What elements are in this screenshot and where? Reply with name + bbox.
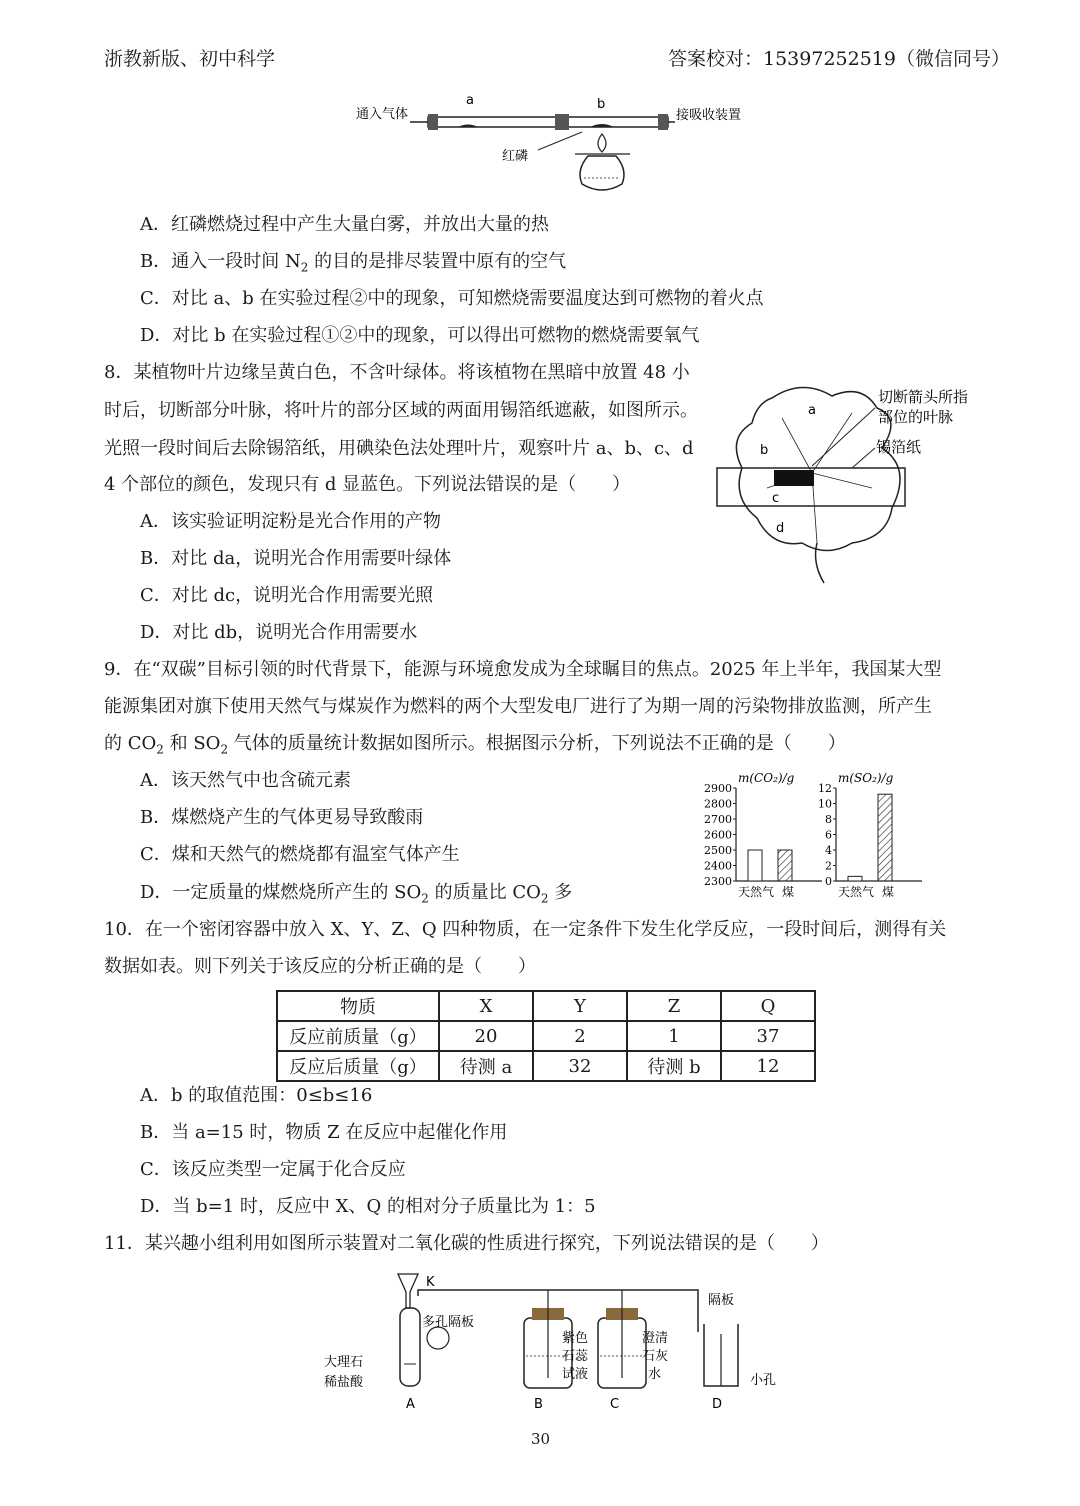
table-header-cell: X bbox=[439, 991, 533, 1021]
combustion-apparatus-figure bbox=[350, 92, 770, 202]
co2-chart-title: m(CO₂)/g bbox=[738, 771, 795, 785]
table-cell: 20 bbox=[439, 1021, 533, 1051]
so2-chart bbox=[820, 768, 950, 900]
table-header-cell: Q bbox=[721, 991, 815, 1021]
so2-chart-title: m(SO₂)/g bbox=[838, 771, 894, 785]
header-right: 答案校对：15397252519（微信同号） bbox=[668, 48, 1010, 70]
y-tick-label: 8 bbox=[825, 813, 832, 826]
table-cell: 32 bbox=[533, 1051, 627, 1081]
y-tick-label: 2900 bbox=[704, 782, 732, 795]
q8-stem-line-2: 时后，切断部分叶脉，将叶片的部分区域的两面用锡箔纸遮蔽，如图所示。 bbox=[104, 400, 698, 421]
leaf-foil-label: 锡箔纸 bbox=[876, 438, 922, 456]
y-tick-label: 2300 bbox=[704, 875, 732, 888]
q9-option-c: C．煤和天然气的燃烧都有温室气体产生 bbox=[140, 844, 460, 865]
table-header-cell: Y bbox=[533, 991, 627, 1021]
page-number: 30 bbox=[531, 1430, 551, 1448]
y-tick-label: 10 bbox=[818, 797, 832, 811]
q7-option-d: D．对比 b 在实验过程①②中的现象，可以得出可燃物的燃烧需要氧气 bbox=[140, 325, 700, 346]
q8-option-d: D．对比 db，说明光合作用需要水 bbox=[140, 622, 418, 643]
q8-stem-line-3: 光照一段时间后去除锡箔纸，用碘染色法处理叶片，观察叶片 a、b、c、d bbox=[104, 438, 694, 459]
table-cell: 1 bbox=[627, 1021, 721, 1051]
q7-option-a: A．红磷燃烧过程中产生大量白雾，并放出大量的热 bbox=[140, 214, 549, 235]
q7-option-b: B．通入一段时间 $N_2$ 的目的是排尽装置中原有的空气 bbox=[140, 251, 567, 275]
q9-option-b: B．煤燃烧产生的气体更易导致酸雨 bbox=[140, 807, 424, 828]
fig7-point-b: b bbox=[597, 97, 606, 112]
q10-option-c: C．该反应类型一定属于化合反应 bbox=[140, 1159, 406, 1180]
litmus-label-1: 紫色 bbox=[562, 1331, 589, 1346]
co2-chart-cat-0: 天然气 bbox=[738, 885, 775, 899]
table-cell: 待测 b bbox=[627, 1051, 721, 1081]
table-header-cell: Z bbox=[627, 991, 721, 1021]
q9-stem-line-3: 的 $CO_2$ 和 $SO_2$ 气体的质量统计数据如图所示。根据图示分析，下列说法不正确的是（ ） bbox=[104, 733, 846, 757]
q9-stem-line-2: 能源集团对旗下使用天然气与煤炭作为燃料的两个大型发电厂进行了为期一周的污染物排放监测，所产生 bbox=[104, 696, 932, 717]
device-a-label: A bbox=[406, 1397, 415, 1412]
porous-plate-label: 多孔隔板 bbox=[422, 1315, 475, 1330]
table-cell: 12 bbox=[721, 1051, 815, 1081]
leaf-figure bbox=[712, 378, 982, 588]
leaf-cut-label-1: 切断箭头所指 bbox=[878, 388, 969, 406]
device-d-label: D bbox=[712, 1397, 723, 1412]
limewater-label-1: 澄清 bbox=[642, 1331, 669, 1346]
y-tick-label: 4 bbox=[825, 844, 832, 857]
litmus-label-3: 试液 bbox=[562, 1367, 589, 1382]
q8-stem-line-1: 8．某植物叶片边缘呈黄白色，不含叶绿体。将该植物在黑暗中放置 48 小 bbox=[104, 362, 690, 383]
litmus-label-2: 石蕊 bbox=[562, 1349, 589, 1364]
so2-chart-cat-1: 煤 bbox=[882, 885, 895, 899]
leaf-cut-label-2: 部位的叶脉 bbox=[878, 408, 954, 426]
small-hole-label: 小孔 bbox=[750, 1373, 777, 1388]
limewater-label-2: 石灰 bbox=[642, 1349, 669, 1364]
q8-stem-line-4: 4 个部位的颜色，发现只有 d 显蓝色。下列说法错误的是（ ） bbox=[104, 474, 631, 495]
y-tick-label: 2 bbox=[825, 859, 832, 873]
q7-option-c: C．对比 a、b 在实验过程②中的现象，可知燃烧需要温度达到可燃物的着火点 bbox=[140, 288, 764, 309]
co2-chart bbox=[700, 768, 830, 900]
leaf-label-b: b bbox=[760, 443, 769, 458]
valve-k-label: K bbox=[426, 1275, 435, 1290]
y-tick-label: 2400 bbox=[704, 859, 732, 873]
q10-option-a: A．b 的取值范围：0≤b≤16 bbox=[140, 1085, 373, 1106]
bar-煤 bbox=[778, 850, 792, 881]
bar-天然气 bbox=[748, 850, 762, 881]
device-b-label: B bbox=[534, 1397, 543, 1412]
y-tick-label: 2700 bbox=[704, 813, 732, 826]
header-left: 浙教新版、初中科学 bbox=[104, 48, 276, 70]
data-table bbox=[276, 990, 816, 1082]
table-cell: 反应后质量（g） bbox=[277, 1051, 439, 1081]
leaf-label-c: c bbox=[772, 491, 780, 506]
q11-stem-line-1: 11．某兴趣小组利用如图所示装置对二氧化碳的性质进行探究，下列说法错误的是（ ） bbox=[104, 1233, 829, 1254]
q10-option-b: B．当 a=15 时，物质 Z 在反应中起催化作用 bbox=[140, 1122, 508, 1143]
y-tick-label: 12 bbox=[818, 782, 832, 795]
q10-option-d: D．当 b=1 时，反应中 X、Q 的相对分子质量比为 1：5 bbox=[140, 1196, 596, 1217]
y-tick-label: 2800 bbox=[704, 797, 732, 811]
table-cell: 2 bbox=[533, 1021, 627, 1051]
table-row bbox=[277, 1051, 815, 1081]
co2-apparatus-figure bbox=[318, 1268, 798, 1418]
co2-chart-cat-1: 煤 bbox=[782, 885, 795, 899]
limewater-label-3: 水 bbox=[648, 1367, 662, 1382]
marble-label: 大理石 bbox=[324, 1355, 364, 1370]
q9-stem-line-1: 9．在“双碳”目标引领的时代背景下，能源与环境愈发成为全球瞩目的焦点。2025 年上半年，我国某大型 bbox=[104, 659, 942, 680]
bar-煤 bbox=[878, 794, 892, 881]
q8-option-b: B．对比 da，说明光合作用需要叶绿体 bbox=[140, 548, 452, 569]
device-c-label: C bbox=[610, 1397, 620, 1412]
leaf-label-d: d bbox=[776, 521, 785, 536]
fig7-inlet-label: 通入气体 bbox=[356, 107, 409, 122]
bar-天然气 bbox=[848, 876, 862, 881]
y-tick-label: 2600 bbox=[704, 828, 732, 842]
fig7-phosphorus-label: 红磷 bbox=[502, 149, 529, 164]
table-cell: 反应前质量（g） bbox=[277, 1021, 439, 1051]
acid-label: 稀盐酸 bbox=[324, 1375, 364, 1390]
q10-stem-line-1: 10．在一个密闭容器中放入 X、Y、Z、Q 四种物质，在一定条件下发生化学反应，一段时间后，测得有关 bbox=[104, 919, 947, 940]
fig7-point-a: a bbox=[466, 93, 474, 108]
y-tick-label: 2500 bbox=[704, 844, 732, 857]
q9-option-d: D．一定质量的煤燃烧所产生的 $SO_2$ 的质量比 $CO_2$ 多 bbox=[140, 882, 573, 906]
table-cell: 37 bbox=[721, 1021, 815, 1051]
y-tick-label: 0 bbox=[825, 875, 832, 888]
table-row bbox=[277, 1021, 815, 1051]
q9-option-a: A．该天然气中也含硫元素 bbox=[140, 770, 351, 791]
q8-option-c: C．对比 dc，说明光合作用需要光照 bbox=[140, 585, 434, 606]
leaf-label-a: a bbox=[808, 403, 816, 418]
table-cell: 待测 a bbox=[439, 1051, 533, 1081]
q10-stem-line-2: 数据如表。则下列关于该反应的分析正确的是（ ） bbox=[104, 956, 536, 977]
so2-chart-cat-0: 天然气 bbox=[838, 885, 875, 899]
q8-option-a: A．该实验证明淀粉是光合作用的产物 bbox=[140, 511, 441, 532]
y-tick-label: 6 bbox=[825, 828, 832, 842]
fig7-outlet-label: 接吸收装置 bbox=[676, 108, 742, 123]
table-header-row bbox=[277, 991, 815, 1021]
partition-label: 隔板 bbox=[708, 1293, 735, 1308]
table-header-cell: 物质 bbox=[277, 991, 439, 1021]
